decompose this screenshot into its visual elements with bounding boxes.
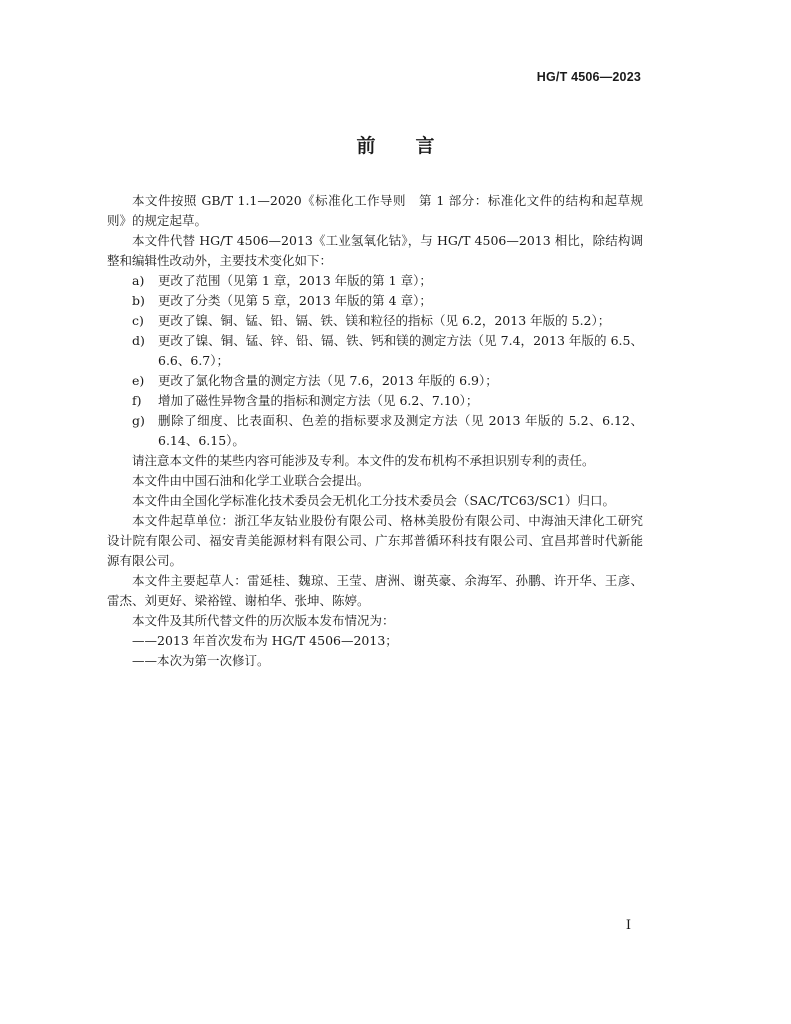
paragraph-version-history: 本文件及其所代替文件的历次版本发布情况为：	[132, 613, 395, 628]
paragraph-centralized-by: 本文件由全国化学标准化技术委员会无机化工分技术委员会（SAC/TC63/SC1）归口。	[132, 493, 615, 508]
list-item	[107, 391, 643, 411]
list-item-marker: b)	[132, 293, 145, 308]
paragraph-drafting-organizations: 本文件起草单位：浙江华友钴业股份有限公司、格林美股份有限公司、中海油天津化工研究设计院有限公司、福安青美能源材料有限公司、广东邦普循环科技有限公司、宜昌邦普时代新能源有限公司。	[107, 513, 643, 568]
list-item	[107, 271, 643, 291]
list-item	[107, 411, 643, 451]
document-code: HG/T 4506—2023	[536, 70, 641, 84]
list-item	[107, 311, 643, 331]
paragraph-replaces: 本文件代替 HG/T 4506—2013《工业氢氧化钴》，与 HG/T 4506—2013 相比，除结构调整和编辑性改动外，主要技术变化如下：	[107, 233, 643, 268]
history-item: ——2013 年首次发布为 HG/T 4506—2013；	[132, 633, 398, 648]
history-item: ——本次为第一次修订。	[132, 653, 270, 668]
list-item-text: 更改了分类（见第 5 章，2013 年版的第 4 章）；	[158, 293, 432, 308]
list-item	[107, 291, 643, 311]
list-item-marker: a)	[132, 273, 145, 288]
list-item	[107, 331, 643, 371]
page-title	[0, 131, 791, 158]
list-item-marker: f)	[132, 393, 142, 408]
list-item-marker: g)	[132, 413, 145, 428]
list-item-marker: d)	[132, 333, 145, 348]
list-item-text: 更改了范围（见第 1 章，2013 年版的第 1 章）；	[158, 273, 432, 288]
list-item	[107, 371, 643, 391]
list-item-text: 删除了细度、比表面积、色差的指标要求及测定方法（见 2013 年版的 5.2、6.12、6.14、6.15）。	[158, 413, 643, 448]
changes-list	[107, 271, 643, 451]
paragraph-patent-notice: 请注意本文件的某些内容可能涉及专利。本文件的发布机构不承担识别专利的责任。	[132, 453, 595, 468]
foreword-body	[107, 191, 643, 671]
history-list	[107, 631, 643, 671]
list-item-text: 更改了镍、铜、锰、锌、铅、镉、铁、钙和镁的测定方法（见 7.4，2013 年版的 6.5、6.6、6.7）；	[158, 333, 643, 368]
page-title-part2: 言	[415, 135, 435, 157]
page-title-part1: 前	[356, 135, 376, 157]
list-item-text: 更改了氯化物含量的测定方法（见 7.6，2013 年版的 6.9）；	[158, 373, 498, 388]
list-item-text: 增加了磁性异物含量的指标和测定方法（见 6.2、7.10）；	[158, 393, 479, 408]
list-item-text: 更改了镍、铜、锰、铅、镉、铁、镁和粒径的指标（见 6.2，2013 年版的 5.2）；	[158, 313, 611, 328]
paragraph-drafting-rules: 本文件按照 GB/T 1.1—2020《标准化工作导则 第 1 部分：标准化文件的结构和起草规则》的规定起草。	[107, 193, 643, 228]
page-number: I	[625, 918, 631, 933]
list-item-marker: c)	[132, 313, 144, 328]
list-item-marker: e)	[132, 373, 145, 388]
paragraph-proposed-by: 本文件由中国石油和化学工业联合会提出。	[132, 473, 370, 488]
paragraph-drafters: 本文件主要起草人：雷延桂、魏琼、王莹、唐洲、谢英豪、余海军、孙鹏、许开华、王彦、雷杰、刘更好、梁裕镗、谢柏华、张坤、陈婷。	[107, 573, 643, 608]
